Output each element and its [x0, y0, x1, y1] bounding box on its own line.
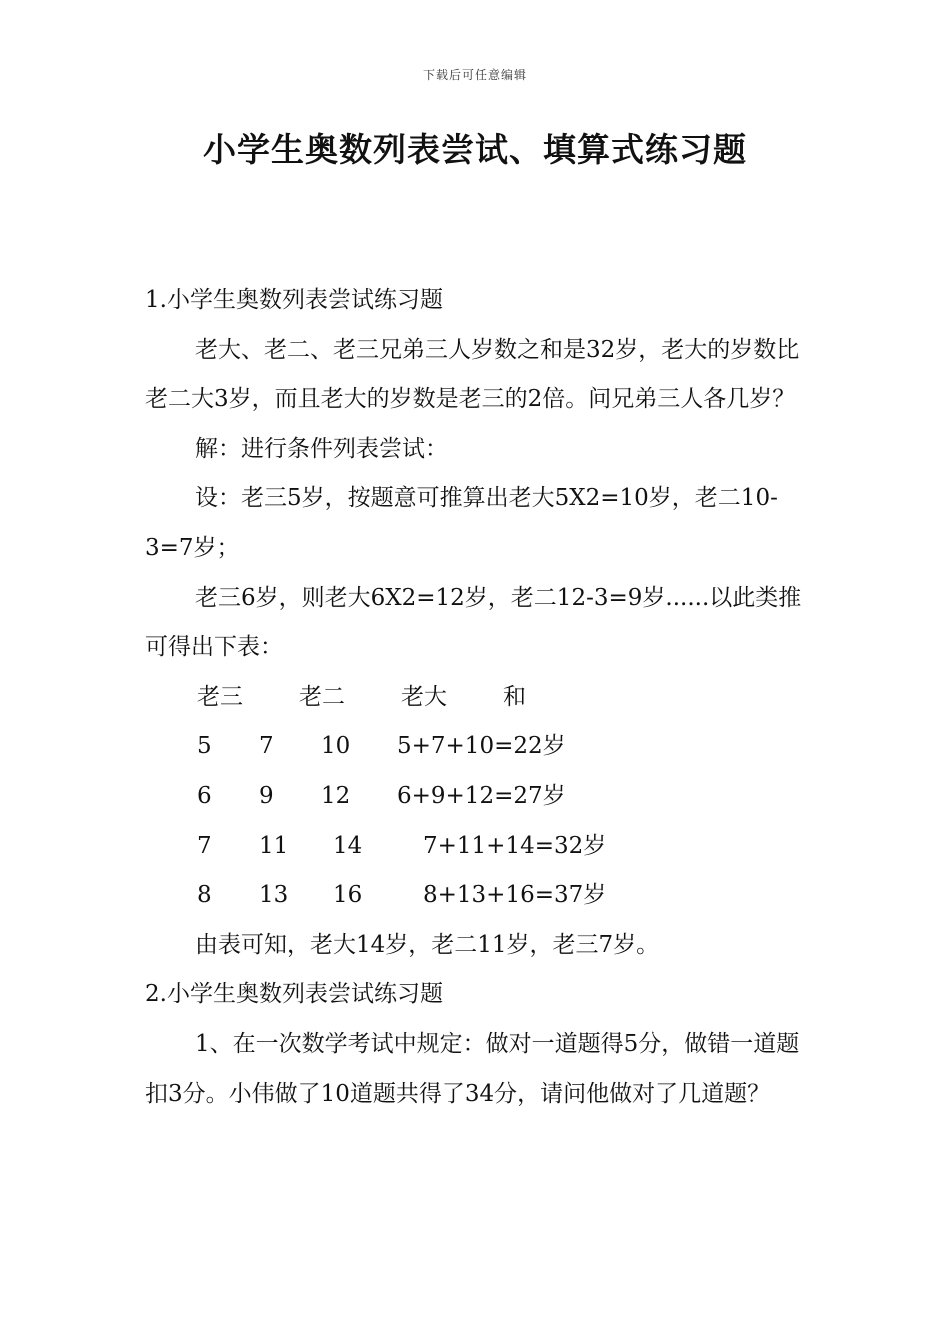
table-header-cell: 老二: [299, 683, 345, 710]
table-cell: 5+7+10=22岁: [397, 733, 566, 760]
age-table: [145, 673, 810, 921]
table-cell: 13: [259, 882, 289, 909]
table-cell: 10: [321, 733, 351, 760]
section-1-assumption: 设：老三5岁，按题意可推算出老大5X2=10岁，老二10-3=7岁；: [145, 485, 778, 561]
table-header-cell: 老三: [197, 683, 243, 710]
table-cell: 5: [197, 733, 212, 760]
table-row: [197, 772, 810, 822]
section-1-conclusion: 由表可知，老大14岁，老二11岁，老三7岁。: [195, 931, 660, 958]
table-cell: 8+13+16=37岁: [423, 882, 607, 909]
table-row: [197, 871, 810, 921]
header-note: 下载后可任意编辑: [422, 68, 527, 82]
table-cell: 9: [259, 782, 274, 809]
table-header-cell: 和: [503, 683, 526, 710]
section-2-heading: 2.小学生奥数列表尝试练习题: [145, 981, 443, 1008]
table-cell: 6+9+12=27岁: [397, 782, 566, 809]
table-row: [197, 722, 810, 772]
table-cell: 12: [321, 782, 351, 809]
table-cell: 11: [259, 832, 289, 859]
table-cell: 8: [197, 882, 212, 909]
document-body: [145, 276, 810, 1119]
table-header-cell: 老大: [401, 683, 447, 710]
age-table-header-row: [197, 673, 810, 723]
section-2-problem: 1、在一次数学考试中规定：做对一道题得5分，做错一道题扣3分。小伟做了10道题共得了34分，请问他做对了几道题？: [145, 1030, 800, 1107]
section-1-solution-intro: 解：进行条件列表尝试：: [195, 435, 448, 462]
table-cell: 7+11+14=32岁: [423, 832, 607, 859]
section-1-problem: 老大、老二、老三兄弟三人岁数之和是32岁，老大的岁数比老二大3岁，而且老大的岁数是老三的2倍。问兄弟三人各几岁？: [145, 336, 800, 413]
section-1-continuation: 老三6岁，则老大6X2=12岁，老二12-3=9岁......以此类推可得出下表：: [145, 584, 802, 661]
table-cell: 6: [197, 782, 212, 809]
table-cell: 16: [333, 882, 363, 909]
document-title: 小学生奥数列表尝试、填算式练习题: [203, 130, 747, 169]
table-cell: 14: [333, 832, 363, 859]
table-cell: 7: [197, 832, 212, 859]
table-row: [197, 822, 810, 872]
section-1-heading: 1.小学生奥数列表尝试练习题: [145, 287, 443, 313]
table-cell: 7: [259, 733, 274, 760]
